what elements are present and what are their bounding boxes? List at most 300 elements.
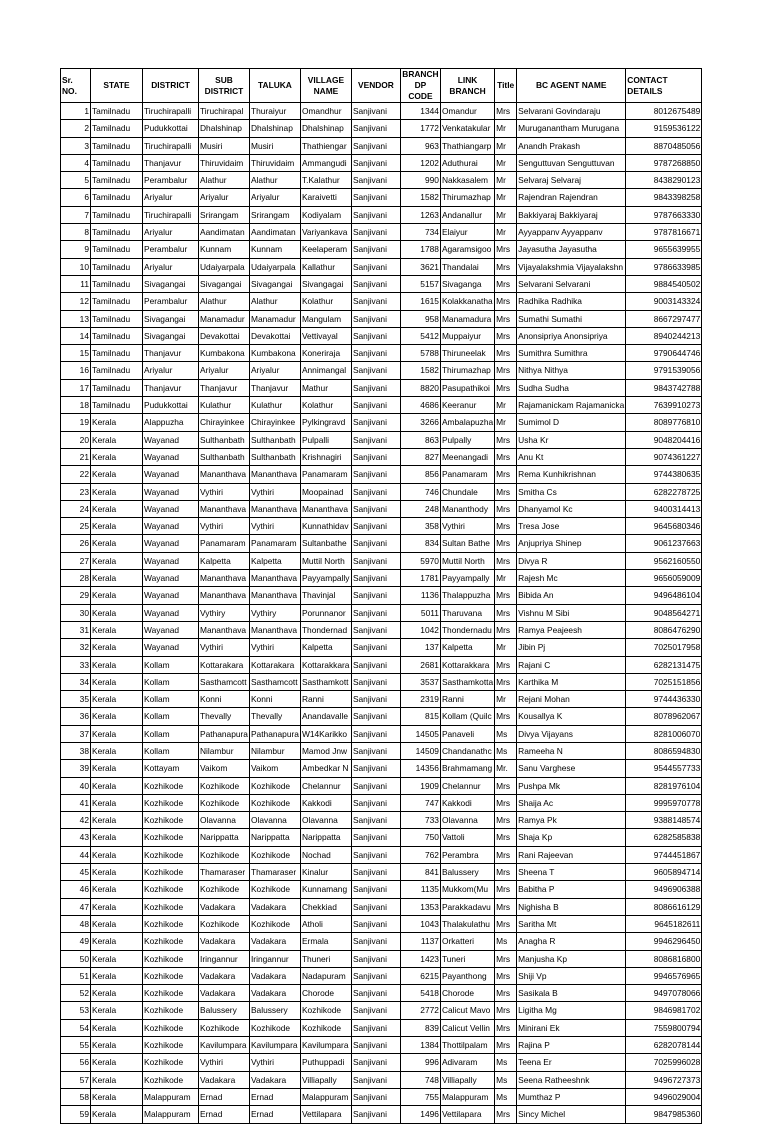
cell-contact-details: 9790644746 [626, 345, 702, 362]
cell-village-name: Pulpalli [300, 431, 351, 448]
cell-contact-details: 9605894714 [626, 864, 702, 881]
cell-link-branch: Chandanathc [440, 742, 494, 759]
table-row [61, 275, 702, 292]
cell-village-name: Mathur [300, 379, 351, 396]
cell-state: Kerala [91, 587, 143, 604]
cell-branch-dp-code: 1353 [400, 898, 440, 915]
cell-bc-agent-name: Rajesh Mc [517, 570, 626, 587]
cell-village-name: Mangulam [300, 310, 351, 327]
table-row [61, 829, 702, 846]
col-header-bc-agent-name: BC AGENT NAME [517, 69, 626, 103]
col-header-contact-details: CONTACT DETAILS [626, 69, 702, 103]
cell-title: Mrs [495, 864, 517, 881]
cell-vendor: Sanjivani [351, 950, 400, 967]
cell-sr-no: 40 [61, 777, 91, 794]
table-row [61, 1106, 702, 1123]
cell-sub-district: Devakottai [199, 327, 250, 344]
cell-village-name: Villiapally [300, 1071, 351, 1088]
cell-contact-details: 9744451867 [626, 846, 702, 863]
cell-link-branch: Venkatakular [440, 120, 494, 137]
cell-village-name: T.Kalathur [300, 172, 351, 189]
cell-vendor: Sanjivani [351, 760, 400, 777]
table-row [61, 846, 702, 863]
cell-title: Mrs [495, 535, 517, 552]
cell-branch-dp-code: 5788 [400, 345, 440, 362]
cell-contact-details: 9496486104 [626, 587, 702, 604]
cell-sr-no: 54 [61, 1019, 91, 1036]
cell-state: Kerala [91, 725, 143, 742]
cell-vendor: Sanjivani [351, 1054, 400, 1071]
cell-village-name: Thuneri [300, 950, 351, 967]
cell-district: Kottayam [143, 760, 199, 777]
cell-title: Mrs [495, 379, 517, 396]
cell-sr-no: 8 [61, 224, 91, 241]
cell-sr-no: 37 [61, 725, 91, 742]
cell-district: Kozhikode [143, 881, 199, 898]
cell-vendor: Sanjivani [351, 103, 400, 120]
cell-district: Wayanad [143, 552, 199, 569]
cell-bc-agent-name: Anagha R [517, 933, 626, 950]
table-row [61, 258, 702, 275]
cell-sub-district: Ariyalur [199, 189, 250, 206]
cell-contact-details: 9946576965 [626, 967, 702, 984]
cell-bc-agent-name: Kousallya K [517, 708, 626, 725]
cell-village-name: Thathiengar [300, 137, 351, 154]
cell-title: Mr [495, 137, 517, 154]
cell-village-name: Atholi [300, 915, 351, 932]
cell-title: Ms [495, 933, 517, 950]
cell-contact-details: 9496727373 [626, 1071, 702, 1088]
cell-taluka: Vythiri [249, 483, 300, 500]
cell-taluka: Kozhikode [249, 915, 300, 932]
cell-vendor: Sanjivani [351, 154, 400, 171]
cell-taluka: Dhalshinap [249, 120, 300, 137]
cell-branch-dp-code: 958 [400, 310, 440, 327]
cell-taluka: Kozhikode [249, 846, 300, 863]
cell-village-name: Porunnanor [300, 604, 351, 621]
table-row [61, 120, 702, 137]
cell-sr-no: 21 [61, 448, 91, 465]
cell-bc-agent-name: Babitha P [517, 881, 626, 898]
cell-village-name: Thavinjal [300, 587, 351, 604]
cell-sr-no: 15 [61, 345, 91, 362]
cell-branch-dp-code: 750 [400, 829, 440, 846]
table-row [61, 985, 702, 1002]
cell-sr-no: 12 [61, 293, 91, 310]
cell-village-name: Vettivayal [300, 327, 351, 344]
cell-vendor: Sanjivani [351, 241, 400, 258]
col-header-sub-district: SUB DISTRICT [199, 69, 250, 103]
cell-branch-dp-code: 1043 [400, 915, 440, 932]
cell-title: Mrs [495, 293, 517, 310]
cell-district: Wayanad [143, 466, 199, 483]
cell-taluka: Sasthamcott [249, 673, 300, 690]
cell-branch-dp-code: 3621 [400, 258, 440, 275]
cell-taluka: Vadakara [249, 967, 300, 984]
cell-branch-dp-code: 841 [400, 864, 440, 881]
cell-state: Kerala [91, 933, 143, 950]
cell-district: Kozhikode [143, 777, 199, 794]
cell-bc-agent-name: Teena Er [517, 1054, 626, 1071]
cell-branch-dp-code: 963 [400, 137, 440, 154]
cell-village-name: Kolathur [300, 397, 351, 414]
cell-vendor: Sanjivani [351, 985, 400, 1002]
cell-bc-agent-name: Rajina P [517, 1037, 626, 1054]
cell-title: Mr [495, 120, 517, 137]
table-row [61, 725, 702, 742]
table-row [61, 621, 702, 638]
cell-link-branch: Malappuram [440, 1088, 494, 1105]
cell-title: Mrs [495, 466, 517, 483]
cell-link-branch: Sivaganga [440, 275, 494, 292]
cell-state: Kerala [91, 881, 143, 898]
cell-district: Perambalur [143, 172, 199, 189]
cell-taluka: Ariyalur [249, 189, 300, 206]
cell-state: Kerala [91, 604, 143, 621]
cell-title: Mr [495, 154, 517, 171]
cell-branch-dp-code: 1423 [400, 950, 440, 967]
cell-state: Tamilnadu [91, 120, 143, 137]
table-row [61, 639, 702, 656]
cell-vendor: Sanjivani [351, 224, 400, 241]
cell-sub-district: Vadakara [199, 985, 250, 1002]
cell-sr-no: 34 [61, 673, 91, 690]
cell-sr-no: 29 [61, 587, 91, 604]
col-header-state: STATE [91, 69, 143, 103]
cell-district: Kozhikode [143, 812, 199, 829]
cell-village-name: Keelaperam [300, 241, 351, 258]
table-row [61, 760, 702, 777]
table-row [61, 967, 702, 984]
cell-village-name: Krishnagiri [300, 448, 351, 465]
cell-state: Kerala [91, 621, 143, 638]
cell-district: Wayanad [143, 570, 199, 587]
cell-taluka: Mananthava [249, 587, 300, 604]
cell-contact-details: 8667297477 [626, 310, 702, 327]
cell-sr-no: 36 [61, 708, 91, 725]
cell-branch-dp-code: 856 [400, 466, 440, 483]
cell-district: Kollam [143, 691, 199, 708]
cell-title: Mrs [495, 915, 517, 932]
cell-title: Ms [495, 742, 517, 759]
cell-district: Kollam [143, 656, 199, 673]
cell-branch-dp-code: 990 [400, 172, 440, 189]
cell-sub-district: Alathur [199, 293, 250, 310]
cell-bc-agent-name: Pushpa Mk [517, 777, 626, 794]
cell-contact-details: 9048204416 [626, 431, 702, 448]
cell-bc-agent-name: Sanu Varghese [517, 760, 626, 777]
cell-link-branch: Panaveli [440, 725, 494, 742]
cell-village-name: Dhalshinap [300, 120, 351, 137]
cell-vendor: Sanjivani [351, 1106, 400, 1123]
cell-sr-no: 1 [61, 103, 91, 120]
cell-branch-dp-code: 1788 [400, 241, 440, 258]
cell-title: Ms [495, 1071, 517, 1088]
cell-bc-agent-name: Rajendran Rajendran [517, 189, 626, 206]
cell-state: Kerala [91, 448, 143, 465]
cell-vendor: Sanjivani [351, 327, 400, 344]
cell-district: Kozhikode [143, 794, 199, 811]
cell-branch-dp-code: 4686 [400, 397, 440, 414]
table-body [61, 103, 702, 1124]
cell-title: Mr [495, 397, 517, 414]
cell-taluka: Mananthava [249, 466, 300, 483]
cell-title: Mrs [495, 448, 517, 465]
cell-village-name: Annimangal [300, 362, 351, 379]
table-row [61, 189, 702, 206]
cell-state: Kerala [91, 985, 143, 1002]
cell-taluka: Ariyalur [249, 362, 300, 379]
cell-district: Sivagangai [143, 310, 199, 327]
cell-district: Malappuram [143, 1106, 199, 1123]
cell-sr-no: 26 [61, 535, 91, 552]
cell-village-name: Kozhikode [300, 1019, 351, 1036]
cell-district: Kozhikode [143, 950, 199, 967]
cell-district: Thanjavur [143, 154, 199, 171]
cell-contact-details: 9846981702 [626, 1002, 702, 1019]
cell-link-branch: Panamaram [440, 466, 494, 483]
cell-taluka: Kalpetta [249, 552, 300, 569]
cell-vendor: Sanjivani [351, 189, 400, 206]
cell-link-branch: Thalappuzha [440, 587, 494, 604]
cell-contact-details: 8086816800 [626, 950, 702, 967]
col-header-taluka: TALUKA [249, 69, 300, 103]
cell-village-name: Kakkodi [300, 794, 351, 811]
cell-sub-district: Udaiyarpala [199, 258, 250, 275]
cell-village-name: Muttil North [300, 552, 351, 569]
cell-bc-agent-name: Sumathi Sumathi [517, 310, 626, 327]
cell-bc-agent-name: Ayyappanv Ayyappanv [517, 224, 626, 241]
cell-district: Pudukkottai [143, 397, 199, 414]
cell-link-branch: Adivaram [440, 1054, 494, 1071]
table-row [61, 500, 702, 517]
cell-title: Mr [495, 224, 517, 241]
cell-taluka: Thiruvidaim [249, 154, 300, 171]
cell-district: Kozhikode [143, 915, 199, 932]
cell-village-name: Variyankava [300, 224, 351, 241]
cell-sub-district: Kozhikode [199, 1019, 250, 1036]
cell-vendor: Sanjivani [351, 794, 400, 811]
cell-taluka: Kozhikode [249, 794, 300, 811]
cell-district: Wayanad [143, 535, 199, 552]
cell-vendor: Sanjivani [351, 656, 400, 673]
cell-taluka: Konni [249, 691, 300, 708]
cell-vendor: Sanjivani [351, 448, 400, 465]
cell-district: Sivagangai [143, 327, 199, 344]
cell-title: Mrs [495, 812, 517, 829]
cell-sr-no: 38 [61, 742, 91, 759]
cell-bc-agent-name: Rejani Mohan [517, 691, 626, 708]
cell-bc-agent-name: Rajamanickam Rajamanicka [517, 397, 626, 414]
cell-sub-district: Sasthamcott [199, 673, 250, 690]
cell-bc-agent-name: Bakkiyaraj Bakkiyaraj [517, 206, 626, 223]
cell-branch-dp-code: 827 [400, 448, 440, 465]
cell-state: Kerala [91, 777, 143, 794]
cell-branch-dp-code: 1909 [400, 777, 440, 794]
cell-link-branch: Perambra [440, 846, 494, 863]
table-row [61, 777, 702, 794]
cell-sr-no: 11 [61, 275, 91, 292]
cell-link-branch: Vattoli [440, 829, 494, 846]
cell-title: Mr [495, 206, 517, 223]
cell-state: Kerala [91, 829, 143, 846]
cell-state: Kerala [91, 639, 143, 656]
cell-state: Kerala [91, 1054, 143, 1071]
cell-vendor: Sanjivani [351, 206, 400, 223]
cell-title: Mrs [495, 829, 517, 846]
cell-vendor: Sanjivani [351, 881, 400, 898]
cell-branch-dp-code: 14356 [400, 760, 440, 777]
cell-bc-agent-name: Selvarani Govindaraju [517, 103, 626, 120]
cell-village-name: Kunnathidav [300, 518, 351, 535]
cell-sr-no: 48 [61, 915, 91, 932]
col-header-village-name: VILLAGE NAME [300, 69, 351, 103]
cell-bc-agent-name: Tresa Jose [517, 518, 626, 535]
cell-sub-district: Kozhikode [199, 777, 250, 794]
cell-sub-district: Ariyalur [199, 362, 250, 379]
cell-sr-no: 41 [61, 794, 91, 811]
cell-vendor: Sanjivani [351, 570, 400, 587]
cell-sr-no: 20 [61, 431, 91, 448]
cell-village-name: Thondernad [300, 621, 351, 638]
cell-bc-agent-name: Divya Vijayans [517, 725, 626, 742]
cell-link-branch: Payanthong [440, 967, 494, 984]
cell-vendor: Sanjivani [351, 500, 400, 517]
cell-bc-agent-name: Mumthaz P [517, 1088, 626, 1105]
cell-village-name: Kozhikode [300, 1002, 351, 1019]
cell-contact-details: 9497078066 [626, 985, 702, 1002]
cell-contact-details: 6282278725 [626, 483, 702, 500]
cell-contact-details: 9655639955 [626, 241, 702, 258]
cell-link-branch: Manamadura [440, 310, 494, 327]
cell-sr-no: 7 [61, 206, 91, 223]
cell-contact-details: 6282078144 [626, 1037, 702, 1054]
cell-sr-no: 44 [61, 846, 91, 863]
cell-sr-no: 52 [61, 985, 91, 1002]
cell-contact-details: 9843398258 [626, 189, 702, 206]
cell-bc-agent-name: Dhanyamol Kc [517, 500, 626, 517]
cell-bc-agent-name: Nighisha B [517, 898, 626, 915]
cell-link-branch: Kalpetta [440, 639, 494, 656]
cell-bc-agent-name: Shaija Ac [517, 794, 626, 811]
cell-taluka: Vadakara [249, 985, 300, 1002]
table-row [61, 898, 702, 915]
table-row [61, 950, 702, 967]
cell-sub-district: Vythiri [199, 518, 250, 535]
cell-title: Mrs [495, 604, 517, 621]
cell-link-branch: Muppaiyur [440, 327, 494, 344]
cell-sub-district: Kavilumpara [199, 1037, 250, 1054]
cell-branch-dp-code: 5970 [400, 552, 440, 569]
cell-branch-dp-code: 815 [400, 708, 440, 725]
cell-contact-details: 9843742788 [626, 379, 702, 396]
table-row [61, 864, 702, 881]
cell-sr-no: 57 [61, 1071, 91, 1088]
cell-sub-district: Kalpetta [199, 552, 250, 569]
cell-taluka: Aandimatan [249, 224, 300, 241]
cell-sub-district: Thiruvidaim [199, 154, 250, 171]
table-row [61, 794, 702, 811]
cell-link-branch: Thondernadu [440, 621, 494, 638]
cell-state: Kerala [91, 552, 143, 569]
col-header-district: DISTRICT [143, 69, 199, 103]
cell-contact-details: 8086616129 [626, 898, 702, 915]
cell-contact-details: 8438290123 [626, 172, 702, 189]
cell-bc-agent-name: Sasikala B [517, 985, 626, 1002]
cell-district: Wayanad [143, 431, 199, 448]
table-row [61, 742, 702, 759]
cell-contact-details: 9787268850 [626, 154, 702, 171]
cell-title: Mrs [495, 656, 517, 673]
cell-taluka: Manamadur [249, 310, 300, 327]
cell-title: Ms [495, 1054, 517, 1071]
cell-sr-no: 58 [61, 1088, 91, 1105]
col-header-link-branch: LINK BRANCH [440, 69, 494, 103]
cell-sub-district: Vythiri [199, 1054, 250, 1071]
cell-link-branch: Kolakkanatha [440, 293, 494, 310]
cell-district: Perambalur [143, 241, 199, 258]
cell-link-branch: Aduthurai [440, 154, 494, 171]
cell-state: Tamilnadu [91, 206, 143, 223]
cell-taluka: Iringannur [249, 950, 300, 967]
cell-sub-district: Musiri [199, 137, 250, 154]
cell-contact-details: 6282585838 [626, 829, 702, 846]
cell-vendor: Sanjivani [351, 293, 400, 310]
cell-village-name: Vettilapara [300, 1106, 351, 1123]
cell-bc-agent-name: Sumithra Sumithra [517, 345, 626, 362]
cell-vendor: Sanjivani [351, 1002, 400, 1019]
cell-sub-district: Kozhikode [199, 794, 250, 811]
cell-bc-agent-name: Sincy Michel [517, 1106, 626, 1123]
bc-agent-table [60, 68, 702, 1124]
cell-link-branch: Thirumazhap [440, 189, 494, 206]
cell-district: Pudukkottai [143, 120, 199, 137]
cell-link-branch: Brahmamang [440, 760, 494, 777]
cell-sr-no: 33 [61, 656, 91, 673]
table-header [61, 69, 702, 103]
table-row [61, 535, 702, 552]
table-row [61, 466, 702, 483]
cell-bc-agent-name: Ramya Pk [517, 812, 626, 829]
cell-district: Kozhikode [143, 864, 199, 881]
cell-state: Kerala [91, 742, 143, 759]
cell-vendor: Sanjivani [351, 310, 400, 327]
table-row [61, 587, 702, 604]
cell-title: Mrs [495, 258, 517, 275]
cell-branch-dp-code: 248 [400, 500, 440, 517]
cell-state: Kerala [91, 967, 143, 984]
cell-state: Tamilnadu [91, 310, 143, 327]
cell-taluka: Thanjavur [249, 379, 300, 396]
cell-village-name: Mamod Jnw [300, 742, 351, 759]
cell-vendor: Sanjivani [351, 137, 400, 154]
cell-district: Ariyalur [143, 258, 199, 275]
cell-branch-dp-code: 1496 [400, 1106, 440, 1123]
cell-bc-agent-name: Shaja Kp [517, 829, 626, 846]
cell-branch-dp-code: 358 [400, 518, 440, 535]
col-header-title: Title [495, 69, 517, 103]
table-row [61, 915, 702, 932]
cell-link-branch: Thirumazhap [440, 362, 494, 379]
table-row [61, 1054, 702, 1071]
cell-sub-district: Vadakara [199, 967, 250, 984]
cell-taluka: Vythiri [249, 518, 300, 535]
cell-taluka: Kozhikode [249, 881, 300, 898]
col-header-vendor: VENDOR [351, 69, 400, 103]
table-row [61, 483, 702, 500]
cell-title: Mrs [495, 310, 517, 327]
cell-title: Mrs [495, 673, 517, 690]
